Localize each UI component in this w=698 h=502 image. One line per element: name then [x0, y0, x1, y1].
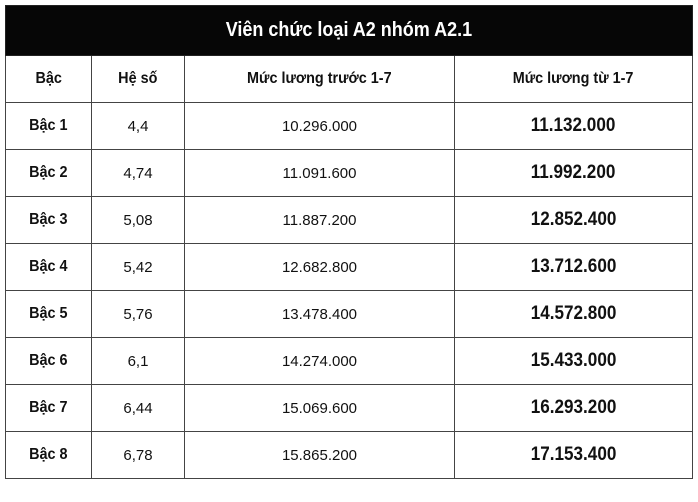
header-salary-before: Mức lương trước 1-7: [185, 56, 455, 103]
table-row: [6, 291, 693, 338]
salary-from-cell: 17.153.400: [455, 432, 693, 479]
table-row: [6, 338, 693, 385]
level-cell: Bậc 4: [6, 244, 92, 291]
table-row: [6, 197, 693, 244]
level-cell: Bậc 5: [6, 291, 92, 338]
level-cell: Bậc 8: [6, 432, 92, 479]
coefficient-cell: 5,76: [92, 291, 185, 338]
salary-table-container: [5, 5, 692, 479]
salary-from-cell: 13.712.600: [455, 244, 693, 291]
header-salary-from: Mức lương từ 1-7: [455, 56, 693, 103]
coefficient-cell: 4,4: [92, 103, 185, 150]
level-cell: Bậc 7: [6, 385, 92, 432]
table-row: [6, 432, 693, 479]
salary-before-cell: 12.682.800: [185, 244, 455, 291]
salary-from-cell: 16.293.200: [455, 385, 693, 432]
salary-before-cell: 10.296.000: [185, 103, 455, 150]
coefficient-cell: 4,74: [92, 150, 185, 197]
level-cell: Bậc 2: [6, 150, 92, 197]
coefficient-cell: 6,1: [92, 338, 185, 385]
salary-before-cell: 15.865.200: [185, 432, 455, 479]
salary-before-cell: 11.091.600: [185, 150, 455, 197]
salary-before-cell: 11.887.200: [185, 197, 455, 244]
table-row: [6, 150, 693, 197]
table-title-row: [6, 6, 693, 56]
level-cell: Bậc 6: [6, 338, 92, 385]
table-row: [6, 385, 693, 432]
table-title-text: Viên chức loại A2 nhóm A2.1: [225, 19, 473, 41]
coefficient-cell: 6,78: [92, 432, 185, 479]
table-title: [6, 6, 693, 56]
level-cell: Bậc 1: [6, 103, 92, 150]
salary-from-cell: 14.572.800: [455, 291, 693, 338]
salary-from-cell: 12.852.400: [455, 197, 693, 244]
coefficient-cell: 5,42: [92, 244, 185, 291]
salary-from-cell: 11.132.000: [455, 103, 693, 150]
salary-before-cell: 13.478.400: [185, 291, 455, 338]
coefficient-cell: 6,44: [92, 385, 185, 432]
header-coefficient: Hệ số: [92, 56, 185, 103]
level-cell: Bậc 3: [6, 197, 92, 244]
salary-from-cell: 15.433.000: [455, 338, 693, 385]
salary-before-cell: 14.274.000: [185, 338, 455, 385]
table-body: [6, 103, 693, 479]
salary-table: [5, 5, 693, 479]
coefficient-cell: 5,08: [92, 197, 185, 244]
table-row: [6, 103, 693, 150]
salary-from-cell: 11.992.200: [455, 150, 693, 197]
table-row: [6, 244, 693, 291]
header-level: Bậc: [6, 56, 92, 103]
table-header-row: [6, 56, 693, 103]
salary-before-cell: 15.069.600: [185, 385, 455, 432]
